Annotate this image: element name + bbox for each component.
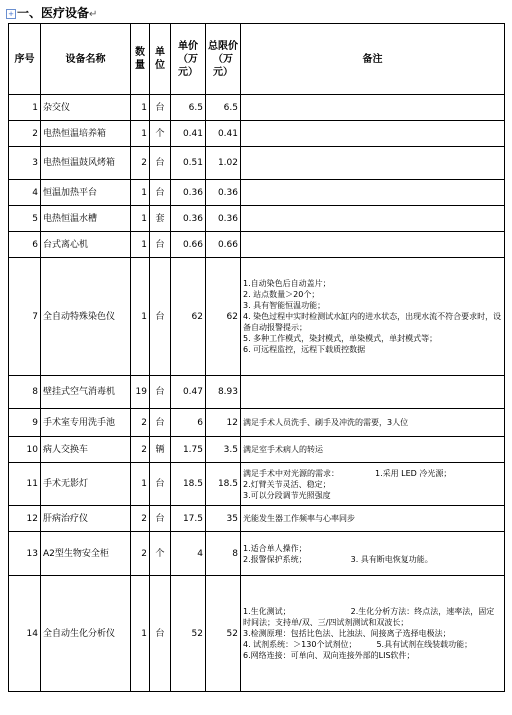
cell-qty[interactable] [131,258,150,376]
cell-name[interactable] [41,232,131,258]
cell-qty[interactable] [131,576,150,692]
cell-total-text: 0.66 [217,239,238,250]
table-row [9,258,505,376]
cell-no[interactable] [9,506,41,532]
cell-price[interactable] [171,532,206,576]
cell-price-text: 0.51 [182,158,203,168]
cell-name[interactable] [41,463,131,506]
cell-no-text: 6 [32,239,38,250]
cell-no[interactable] [9,463,41,506]
cell-total[interactable] [206,576,241,692]
cell-price-text: 1.75 [182,444,203,455]
cell-total-text: 35 [226,513,238,524]
cell-total-text: 3.5 [223,444,238,455]
cell-price[interactable] [171,232,206,258]
cell-note[interactable] [241,206,505,232]
table-row [9,121,505,147]
cell-price[interactable] [171,95,206,121]
cell-total[interactable] [206,532,241,576]
cell-unit[interactable] [150,506,171,532]
note-line: 2. 站点数量＞20个； [243,290,320,299]
header-name: 设备名称 [41,24,131,95]
cell-name-text: 电热恒温鼓风烤箱 [43,158,116,168]
cell-unit-text: 台 [155,187,165,198]
note-line: 满足手术人员洗手、刷手及冲洗的需要，3人位 [243,418,409,427]
cell-total-text: 6.5 [223,102,238,113]
note-line: 1.适合单人操作； [243,543,307,553]
cell-price-text: 6 [197,417,203,428]
cell-name[interactable] [41,95,131,121]
cell-name[interactable] [41,121,131,147]
cell-price[interactable] [171,376,206,409]
table-anchor-icon[interactable]: + [6,9,16,19]
note-line: 6. 可远程监控，远程下载质控数据 [243,345,366,354]
cell-unit[interactable] [150,95,171,121]
cell-total-text: 8.93 [217,387,238,397]
cell-unit[interactable] [150,409,171,437]
cell-unit[interactable] [150,147,171,180]
cell-qty[interactable] [131,376,150,409]
cell-total[interactable] [206,95,241,121]
header-qty: 数量 [131,24,150,95]
note-line: 3.检测原理：包括比色法、比浊法、间接离子选择电极法； [243,629,451,638]
cell-unit[interactable] [150,576,171,692]
cell-price[interactable] [171,437,206,463]
cell-qty[interactable] [131,506,150,532]
cell-qty[interactable] [131,409,150,437]
cell-name-text: 杂交仪 [43,102,71,113]
cell-unit-text: 台 [155,513,165,524]
note-line: 2.报警保护系统； 3. 具有断电恢复功能。 [243,554,433,564]
cell-qty-text: 1 [141,239,147,250]
cell-unit[interactable] [150,532,171,576]
cell-name[interactable] [41,206,131,232]
cell-price-text: 0.47 [182,387,203,397]
table-row [9,532,505,576]
cell-name-text: 全自动生化分析仪 [43,628,116,639]
table-row [9,437,505,463]
cell-price-text: 0.41 [182,128,203,139]
cell-qty[interactable] [131,232,150,258]
note-line: 满足手术中对光源的需求： 1.采用 LED 冷光源； [243,468,452,478]
cell-price[interactable] [171,506,206,532]
header-note: 备注 [241,24,505,95]
cell-unit-text: 台 [155,417,165,428]
cell-note[interactable] [241,232,505,258]
cell-note[interactable] [241,463,505,506]
cell-name-text: A2型生物安全柜 [43,548,109,559]
table-row [9,376,505,409]
cell-unit-text: 辆 [155,444,165,455]
cell-note[interactable] [241,147,505,180]
cell-qty-text: 1 [141,213,147,224]
cell-unit[interactable] [150,463,171,506]
cell-name[interactable] [41,258,131,376]
cell-note[interactable] [241,576,505,692]
cell-unit[interactable] [150,206,171,232]
table-row [9,463,505,506]
cell-qty[interactable] [131,147,150,180]
cell-name[interactable] [41,409,131,437]
cell-note[interactable] [241,376,505,409]
cell-no-text: 1 [32,102,38,113]
cell-no-text: 9 [32,417,38,428]
cell-price-text: 62 [191,311,203,322]
table-body [9,95,505,692]
cell-unit-text: 台 [155,239,165,250]
cell-price-text: 52 [191,628,203,639]
cell-name[interactable] [41,180,131,206]
note-line: 3. 具有智能恒温功能； [243,301,326,310]
cell-note[interactable] [241,506,505,532]
cell-unit[interactable] [150,232,171,258]
cell-no-text: 2 [32,128,38,139]
cell-name[interactable] [41,532,131,576]
cell-qty[interactable] [131,532,150,576]
cell-no[interactable] [9,121,41,147]
cell-unit-text: 台 [155,479,165,489]
cell-price[interactable] [171,206,206,232]
table-row [9,409,505,437]
cell-total-text: 1.02 [217,158,238,168]
cell-unit[interactable] [150,258,171,376]
cell-name-text: 恒温加热平台 [43,187,98,198]
cell-total[interactable] [206,506,241,532]
cell-price[interactable] [171,409,206,437]
note-line: 3.可以分段调节光照强度 [243,490,331,500]
cell-qty-text: 2 [141,444,147,455]
cell-unit[interactable] [150,437,171,463]
cell-price[interactable] [171,147,206,180]
cell-price[interactable] [171,180,206,206]
cell-name[interactable] [41,437,131,463]
cell-qty-text: 1 [141,311,147,322]
cell-note[interactable] [241,258,505,376]
table-row [9,180,505,206]
cell-qty[interactable] [131,95,150,121]
cell-total[interactable] [206,232,241,258]
cell-no[interactable] [9,576,41,692]
cell-unit-text: 台 [155,311,165,322]
cell-qty[interactable] [131,437,150,463]
cell-total-text: 12 [226,417,238,428]
cell-qty-text: 1 [141,102,147,113]
cell-qty-text: 1 [141,628,147,639]
cell-note[interactable] [241,532,505,576]
cell-qty-text: 1 [141,128,147,139]
table-row [9,95,505,121]
cell-price-text: 0.36 [182,187,203,198]
note-line: 5. 多种工作模式，染封模式，单染模式，单封模式等； [243,334,438,343]
header-total: 总限价（万元） [206,24,241,95]
cell-name-text: 手术无影灯 [43,479,89,489]
cell-no-text: 14 [26,628,38,639]
cell-total[interactable] [206,206,241,232]
cell-no-text: 7 [32,311,38,322]
cell-no-text: 12 [26,513,38,524]
note-line: 4. 试剂系统：＞130个试剂位； 5.具有试剂在线装载功能； 6.网络连接：可单向、双向连接外部的LIS软件； [243,640,501,660]
cell-price[interactable] [171,576,206,692]
cell-no[interactable] [9,95,41,121]
cell-no[interactable] [9,206,41,232]
cell-total[interactable] [206,180,241,206]
cell-unit-text: 台 [155,387,165,397]
cell-no-text: 3 [32,158,38,168]
cell-name[interactable] [41,576,131,692]
cell-no-text: 4 [32,187,38,198]
cell-total[interactable] [206,409,241,437]
cell-price[interactable] [171,121,206,147]
cell-qty[interactable] [131,206,150,232]
cell-qty[interactable] [131,180,150,206]
cell-name-text: 手术室专用洗手池 [43,417,116,428]
cell-unit[interactable] [150,121,171,147]
cell-no[interactable] [9,180,41,206]
table-row [9,206,505,232]
cell-note[interactable] [241,95,505,121]
cell-price[interactable] [171,463,206,506]
cell-qty-text: 19 [135,387,147,397]
cell-name-text: 壁挂式空气消毒机 [43,387,116,397]
cell-total-text: 62 [226,311,238,322]
cell-qty-text: 2 [141,158,147,168]
cell-no[interactable] [9,437,41,463]
table-row [9,232,505,258]
cell-qty-text: 2 [141,548,147,559]
cell-name-text: 全自动特殊染色仪 [43,311,116,322]
table-row [9,576,505,692]
cell-no[interactable] [9,532,41,576]
cell-note[interactable] [241,121,505,147]
cell-price-text: 0.66 [182,239,203,250]
cell-total[interactable] [206,376,241,409]
cell-no[interactable] [9,409,41,437]
cell-name[interactable] [41,147,131,180]
cell-no[interactable] [9,376,41,409]
cell-unit-text: 个 [155,548,165,559]
cell-total-text: 18.5 [217,479,238,489]
cell-price-text: 6.5 [188,102,203,113]
cell-unit-text: 台 [155,102,165,113]
cell-total[interactable] [206,463,241,506]
cell-name[interactable] [41,376,131,409]
note-line: 1.自动染色后自动盖片； [243,279,331,288]
cell-unit-text: 个 [155,128,165,139]
cell-unit-text: 台 [155,158,165,168]
cell-name-text: 电热恒温水槽 [43,213,98,224]
cell-total-text: 0.41 [217,128,238,139]
cell-qty[interactable] [131,463,150,506]
cell-name[interactable] [41,506,131,532]
cell-qty-text: 2 [141,513,147,524]
cell-unit-text: 台 [155,628,165,639]
cell-qty-text: 2 [141,417,147,428]
section-heading [6,4,97,22]
cell-total-text: 8 [232,548,238,559]
cell-no[interactable] [9,258,41,376]
cell-note[interactable] [241,180,505,206]
cell-unit[interactable] [150,180,171,206]
cell-qty-text: 1 [141,187,147,198]
paragraph-mark-icon: ↵ [89,9,98,20]
header-unit: 单位 [150,24,171,95]
cell-no-text: 11 [26,479,38,489]
cell-name-text: 肝病治疗仪 [43,513,89,524]
note-line: 1.生化测试； 2.生化分析方法：终点法，速率法，固定时间法；支持单/双、三/四试剂测试和双波长； [243,607,495,627]
cell-total[interactable] [206,437,241,463]
cell-no[interactable] [9,232,41,258]
cell-name-text: 电热恒温培养箱 [43,128,107,139]
cell-price-text: 18.5 [182,479,203,489]
cell-qty-text: 1 [141,479,147,489]
cell-no[interactable] [9,147,41,180]
note-line: 光能发生器工作频率与心率同步 [243,514,355,523]
cell-note[interactable] [241,437,505,463]
cell-total-text: 0.36 [217,213,238,224]
note-line: 4. 染色过程中实时检测试水缸内的进水状态，出现水流不符合要求时，设备自动报警提示； [243,312,502,332]
cell-no-text: 10 [26,444,38,455]
cell-unit-text: 套 [155,213,165,224]
cell-no-text: 13 [26,548,38,559]
cell-total[interactable] [206,121,241,147]
cell-price-text: 4 [197,548,203,559]
table-row [9,147,505,180]
note-line: 满足室手术病人的转运 [243,445,323,454]
table-header-row [9,24,505,95]
cell-total-text: 52 [226,628,238,639]
section-title: 一、医疗设备 [17,6,90,20]
cell-price-text: 17.5 [182,513,203,524]
cell-price[interactable] [171,258,206,376]
cell-total-text: 0.36 [217,187,238,198]
header-no: 序号 [9,24,41,95]
cell-name-text: 台式离心机 [43,239,89,250]
cell-unit[interactable] [150,376,171,409]
note-line: 2.灯臂关节灵活、稳定； [243,479,331,489]
cell-no-text: 8 [32,387,38,397]
cell-name-text: 病人交换车 [43,444,89,455]
cell-total[interactable] [206,147,241,180]
cell-note[interactable] [241,409,505,437]
header-price: 单价（万元） [171,24,206,95]
cell-qty[interactable] [131,121,150,147]
cell-price-text: 0.36 [182,213,203,224]
cell-total[interactable] [206,258,241,376]
cell-no-text: 5 [32,213,38,224]
equipment-table [8,23,505,692]
table-row [9,506,505,532]
